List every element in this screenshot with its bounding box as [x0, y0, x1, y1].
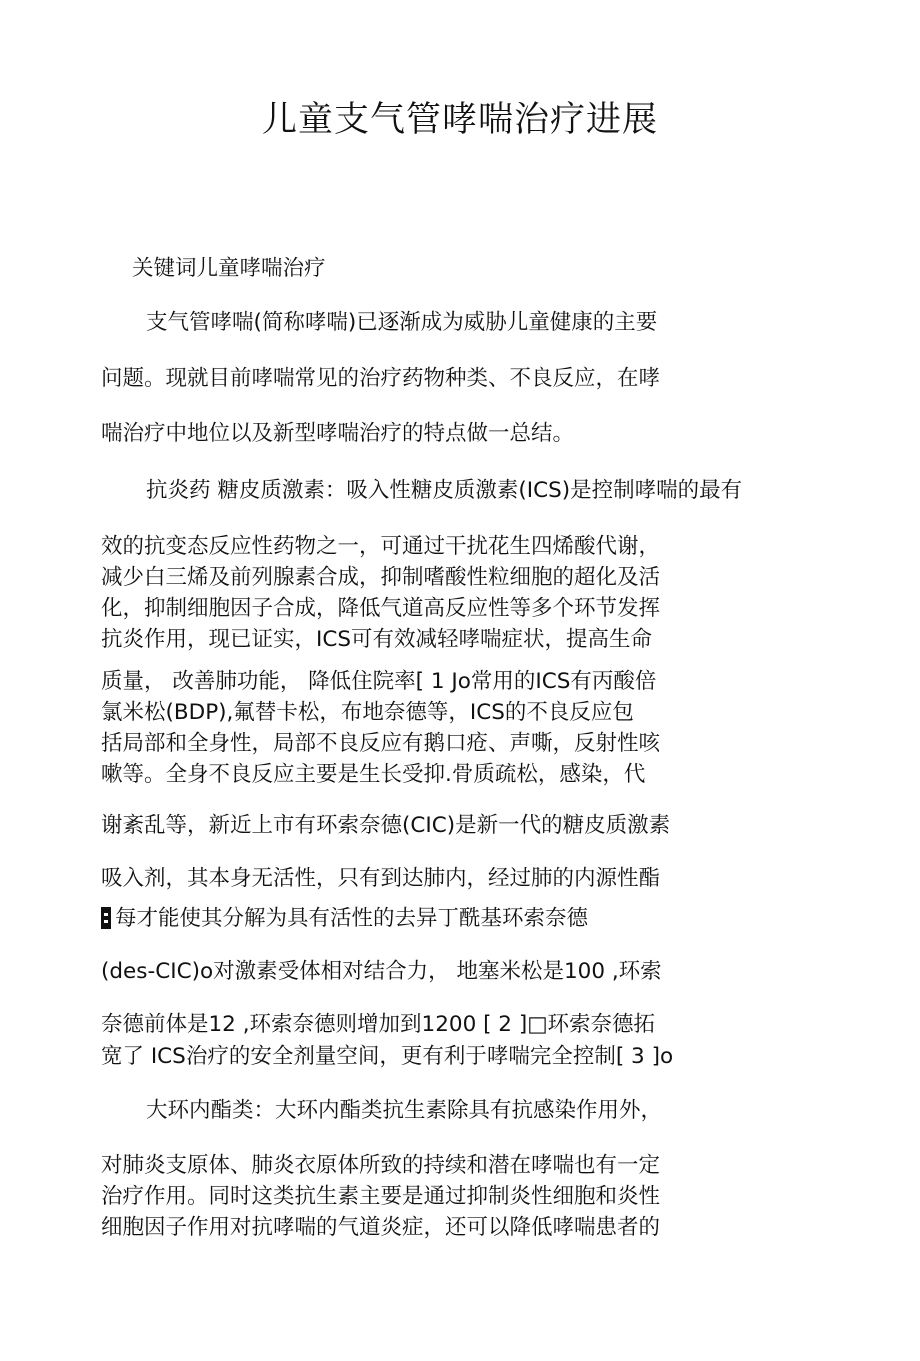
paragraph-line: (des-CIC)o对激素受体相对结合力， 地塞米松是100 ,环索 [101, 959, 662, 984]
paragraph-line: 嗽等。全身不良反应主要是生长受抑.骨质疏松，感染，代 [101, 762, 646, 787]
paragraph-line: 大环内酯类：大环内酯类抗生素除具有抗感染作用外， [146, 1098, 663, 1123]
paragraph-line: 效的抗变态反应性药物之一，可通过干扰花生四烯酸代谢， [101, 534, 661, 559]
paragraph-line: 抗炎作用，现已证实，ICS可有效减轻哮喘症状，提高生命 [101, 627, 653, 652]
paragraph-line: 对肺炎支原体、肺炎衣原体所致的持续和潜在哮喘也有一定 [101, 1153, 661, 1178]
paragraph-line: 化，抑制细胞因子合成，降低气道高反应性等多个环节发挥 [101, 596, 661, 621]
paragraph-line: 吸入剂，其本身无活性，只有到达肺内，经过肺的内源性酯 [101, 866, 661, 891]
paragraph-line-text: 每才能使其分解为具有活性的去异丁酰基环索奈德 [115, 906, 589, 931]
paragraph-line: 减少白三烯及前列腺素合成，抑制嗜酸性粒细胞的超化及活 [101, 565, 661, 590]
paragraph-line: 质量， 改善肺功能， 降低住院率[ 1 Jo常用的ICS有丙酸倍 [101, 669, 657, 694]
paragraph-line: 氯米松(BDP),氟替卡松，布地奈德等，ICS的不良反应包 [101, 700, 634, 725]
paragraph-line-with-mark [101, 904, 588, 934]
paragraph-line: 奈德前体是12 ,环索奈德则增加到1200 [ 2 ]□环索奈德拓 [101, 1012, 656, 1037]
paragraph-line: 括局部和全身性，局部不良反应有鹅口疮、声嘶，反射性咳 [101, 731, 661, 756]
scan-artifact-mark [101, 907, 111, 929]
paragraph-line: 细胞因子作用对抗哮喘的气道炎症，还可以降低哮喘患者的 [101, 1215, 661, 1240]
paragraph-line: 支气管哮喘(简称哮喘)已逐渐成为威胁儿童健康的主要 [146, 310, 658, 335]
paragraph-line: 问题。现就目前哮喘常见的治疗药物种类、不良反应，在哮 [101, 366, 661, 391]
document-title: 儿童支气管哮喘治疗进展 [261, 100, 658, 140]
paragraph-line: 喘治疗中地位以及新型哮喘治疗的特点做一总结。 [101, 421, 575, 446]
paragraph-line: 谢紊乱等，新近上市有环索奈德(CIC)是新一代的糖皮质激素 [101, 813, 671, 838]
paragraph-line: 宽了 ICS治疗的安全剂量空间，更有利于哮喘完全控制[ 3 ]o [101, 1044, 674, 1069]
keywords-line: 关键词儿童哮喘治疗 [132, 256, 326, 281]
paragraph-line: 抗炎药 糖皮质激素：吸入性糖皮质激素(ICS)是控制哮喘的最有 [146, 478, 743, 503]
paragraph-line: 治疗作用。同时这类抗生素主要是通过抑制炎性细胞和炎性 [101, 1184, 661, 1209]
